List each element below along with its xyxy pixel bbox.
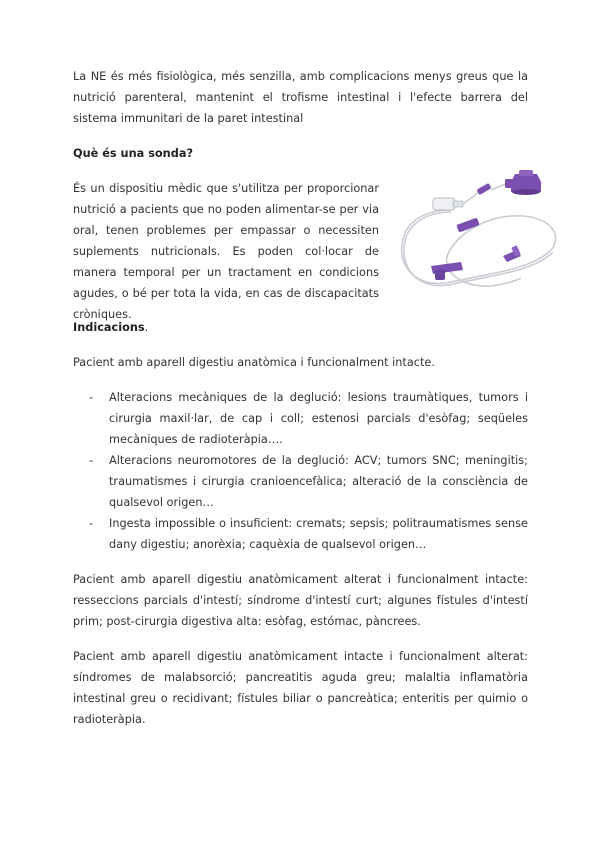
feeding-tube-illustration (391, 170, 561, 310)
list-item-text: Alteracions neuromotores de la deglució: ACV; tumors SNC; meningitis; traumatismes i cirurgia cranioencefàlica; alteració de la consciència de qualsevol origen… (109, 454, 528, 509)
list-item (73, 387, 528, 450)
sonda-heading: Què és una sonda? (73, 147, 193, 160)
document-page (73, 66, 528, 744)
enteral-connector (431, 262, 463, 280)
list-bullet: - (89, 454, 94, 467)
altered-anatomy-paragraph: Pacient amb aparell digestiu anatòmicament alterat i funcionalment intacte: resseccions parcials d'intestí; síndrome d'intestí curt; algunes fístules d'intestí prim; post-cirurgia digestiva alta: esòfag, estómac, pàncrees. (73, 573, 528, 628)
list-bullet: - (89, 391, 94, 404)
y-port (503, 245, 521, 262)
list-item (73, 450, 528, 513)
list-item (73, 513, 528, 555)
drip-chamber (433, 198, 463, 210)
list-bullet: - (89, 517, 94, 530)
altered-function-paragraph: Pacient amb aparell digestiu anatòmicament intacte i funcionalment alterat: síndromes de malabsorció; pancreatitis aguda greu; malaltia inflamatòria intestinal greu o recidivant; fístules biliar o pancreàtica; enteritis per quimio o radioteràpia. (73, 650, 528, 726)
intro-paragraph: La NE és més fisiològica, més senzilla, amb complicacions menys greus que la nutrició parenteral, mantenint el trofisme intestinal i l'efecte barrera del sistema immunitari de la paret intestinal (73, 70, 528, 125)
sonda-paragraph: És un dispositiu mèdic que s'utilitza per proporcionar nutrició a pacients que no poden alimentar-se per via oral, tenen problemes per empassar o necessiten suplements nutricionals. Es poden col·locar de manera temporal per un tractament en condicions agudes, o bé per tota la vida, en cas de discapacitats cròniques. (73, 182, 379, 321)
indicacions-heading: Indicacions. (73, 321, 149, 334)
list-item-text: Ingesta impossible o insuficient: cremats; sepsis; politraumatismes sense dany digestiu; anorèxia; caquèxia de qualsevol origen… (109, 517, 528, 551)
list-item-text: Alteracions mecàniques de la deglució: lesions traumàtiques, tumors i cirurgia maxil·lar, de cap i coll; estenosi parcials d'esòfag; seqüeles mecàniques de radioteràpia…. (109, 391, 528, 446)
indicacions-list (73, 387, 528, 555)
indicacions-lead: Pacient amb aparell digestiu anatòmica i funcionalment intacte. (73, 356, 435, 369)
bottle-connector (491, 170, 541, 195)
sonda-section (73, 178, 528, 321)
